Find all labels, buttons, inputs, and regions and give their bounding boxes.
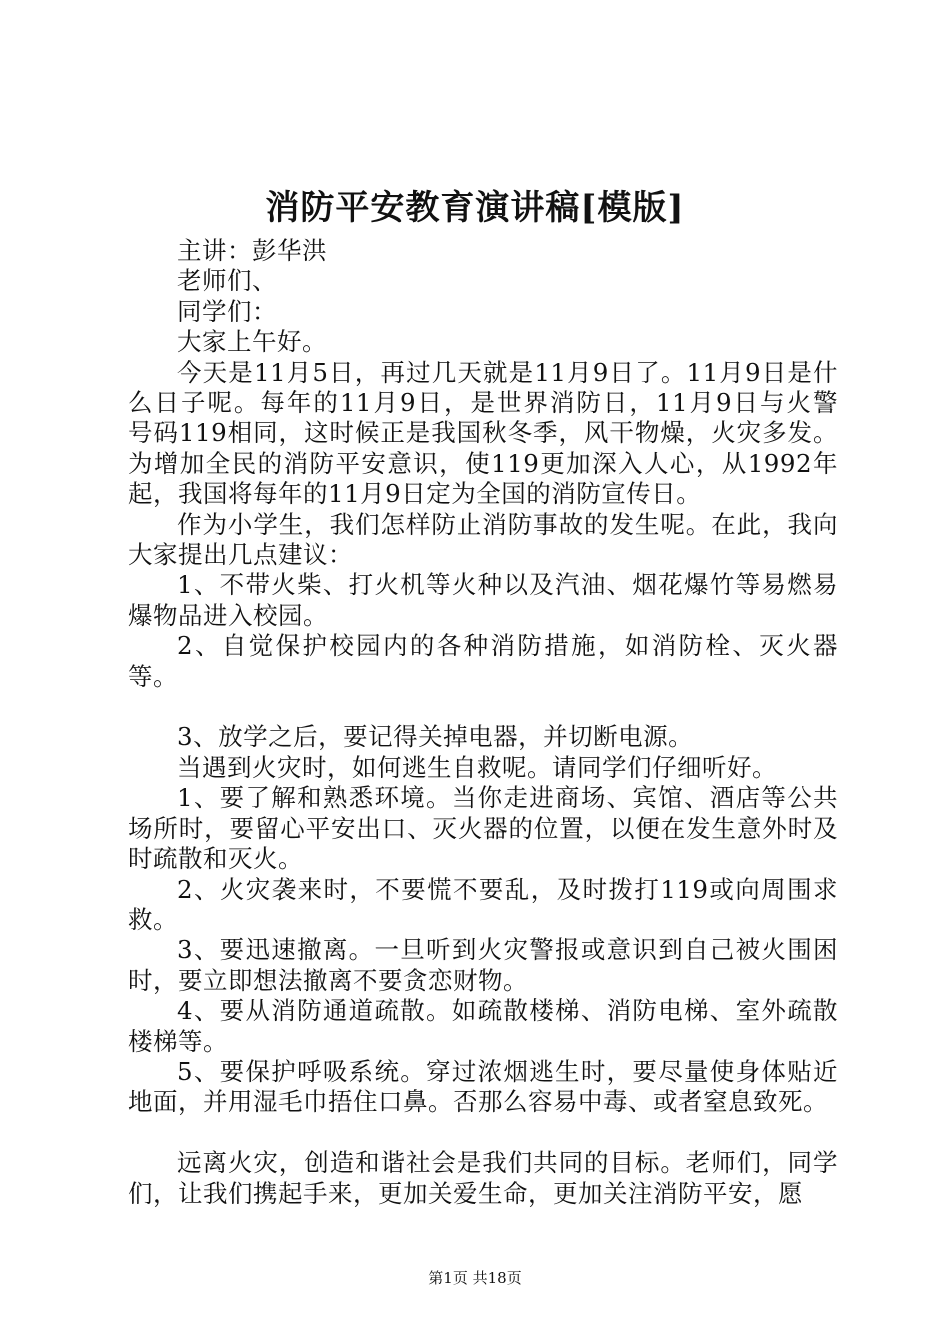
- escape-item: 3、要迅速撤离。一旦听到火灾警报或意识到自己被火围困时，要立即想法撤离不要贪恋财物。: [128, 935, 838, 995]
- paragraph-suggestions-lead: 作为小学生，我们怎样防止消防事故的发生呢。在此，我向大家提出几点建议：: [128, 509, 838, 570]
- escape-item: 5、要保护呼吸系统。穿过浓烟逃生时，要尽量使身体贴近地面，并用湿毛巾捂住口鼻。否那么容易中毒、或者窒息致死。: [128, 1056, 838, 1117]
- salutation-students: 同学们：: [177, 296, 277, 326]
- paragraph-closing: 远离火灾，创造和谐社会是我们共同的目标。老师们，同学们，让我们携起手来，更加关爱生命，更加关注消防平安，愿: [128, 1148, 838, 1208]
- paragraph-intro: 今天是11月5日，再过几天就是11月9日了。11月9日是什么日子呢。每年的11月9日，是世界消防日，11月9日与火警 号码119相同，这时候正是我国秋冬季，风干物燥，火灾多发。为增加全民的消防平安意识，使119更加深入人心，从1992年起，我国将每年的11月9日定为全国的消防宣传日。: [128, 357, 872, 509]
- page-footer: 第1页 共18页: [428, 1269, 522, 1287]
- suggestion-item: 1、不带火柴、打火机等火种以及汽油、烟花爆竹等易燃易爆物品进入校园。: [128, 570, 838, 630]
- paragraph-escape-lead: 当遇到火灾时，如何逃生自救呢。请同学们仔细听好。: [177, 752, 777, 782]
- escape-item: 1、要了解和熟悉环境。当你走进商场、宾馆、酒店等公共场所时，要留心平安出口、灭火器的位置，以便在发生意外时及时疏散和灭火。: [128, 783, 838, 874]
- document-body: [128, 236, 872, 1209]
- document-title: 消防平安教育演讲稿[模版]: [265, 188, 685, 228]
- suggestion-item: 3、放学之后，要记得关掉电器，并切断电源。: [177, 722, 694, 752]
- escape-item: 2、火灾袭来时，不要慌不要乱，及时拨打119或向周围求救。: [128, 874, 838, 934]
- speaker-line: 主讲：彭华洪: [177, 236, 327, 265]
- salutation-teachers: 老师们、: [177, 266, 277, 296]
- escape-item: 4、要从消防通道疏散。如疏散楼梯、消防电梯、室外疏散楼梯等。: [128, 996, 838, 1056]
- greeting: 大家上午好。: [177, 327, 327, 357]
- suggestion-item: 2、自觉保护校园内的各种消防措施，如消防栓、灭火器等。: [128, 631, 838, 691]
